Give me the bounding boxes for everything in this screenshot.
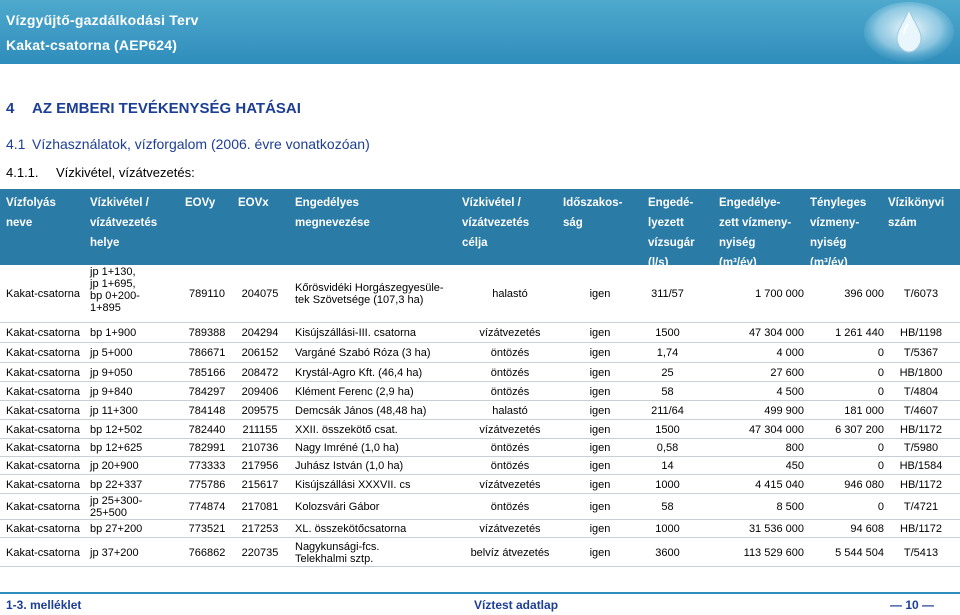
cell-permitted: 113 529 600 — [743, 546, 804, 559]
cell-name: Kakat-csatorna — [6, 347, 80, 359]
table-row — [0, 494, 960, 520]
cell-permitted: 1 700 000 — [755, 288, 804, 300]
cell-flow: 58 — [661, 501, 674, 513]
cell-period: igen — [589, 460, 611, 472]
table-row — [0, 401, 960, 420]
cell-flow: 211/64 — [651, 404, 684, 417]
cell-holder: Kisújszállási XXXVII. cs — [295, 478, 411, 491]
cell-permitted: 47 304 000 — [748, 423, 804, 436]
col-header-place: Vízkivétel / vízátvezetés helye — [90, 197, 158, 249]
cell-flow: 1000 — [655, 478, 680, 491]
cell-actual: 0 — [877, 501, 884, 513]
cell-permitted: 800 — [785, 442, 804, 454]
footer-divider — [0, 592, 960, 594]
cell-flow: 1500 — [655, 327, 680, 339]
table-header — [0, 189, 960, 269]
cell-purpose: öntözés — [490, 442, 530, 454]
cell-eovy: 784148 — [188, 404, 226, 417]
cell-holder: Juhász István (1,0 ha) — [295, 460, 404, 472]
cell-book: HB/1172 — [900, 478, 942, 491]
footer-left: 1-3. melléklet — [6, 598, 82, 612]
cell-eovx: 220735 — [241, 546, 279, 559]
cell-eovy: 774874 — [188, 501, 226, 513]
cell-eovy: 773521 — [188, 523, 226, 535]
cell-place: bp 1+900 — [90, 327, 137, 339]
cell-permitted: 450 — [785, 460, 804, 472]
cell-flow: 1,74 — [656, 347, 679, 359]
cell-eovx: 217081 — [241, 501, 279, 513]
cell-book: T/5980 — [903, 442, 939, 454]
cell-period: igen — [589, 288, 611, 300]
cell-period: igen — [589, 404, 611, 417]
cell-eovy: 784297 — [188, 385, 226, 398]
water-drop-logo-icon — [864, 2, 954, 62]
cell-name: Kakat-csatorna — [6, 327, 80, 339]
cell-eovx: 208472 — [241, 366, 279, 379]
cell-name: Kakat-csatorna — [6, 423, 80, 436]
cell-place: jp 37+200 — [90, 546, 139, 559]
cell-holder: XL. összekötőcsatorna — [295, 523, 407, 535]
cell-eovx: 211155 — [242, 423, 278, 436]
cell-permitted: 4 000 — [776, 347, 804, 359]
cell-book: HB/1198 — [900, 327, 942, 339]
cell-name: Kakat-csatorna — [6, 478, 80, 491]
table-row — [0, 457, 960, 475]
footer-right: — 10 — — [890, 598, 935, 612]
cell-eovx: 217956 — [241, 460, 279, 472]
col-header-eovy: EOVy — [185, 197, 216, 209]
cell-eovy: 766862 — [188, 546, 226, 559]
cell-period: igen — [589, 478, 611, 491]
cell-actual: 0 — [877, 366, 884, 379]
cell-book: HB/1172 — [900, 523, 942, 535]
cell-name: Kakat-csatorna — [6, 460, 80, 472]
cell-actual: 946 080 — [844, 478, 884, 491]
cell-flow: 0,58 — [656, 442, 679, 454]
cell-actual: 0 — [877, 442, 884, 454]
cell-actual: 0 — [877, 347, 884, 359]
cell-purpose: vízátvezetés — [479, 478, 541, 491]
col-header-eovx: EOVx — [238, 197, 269, 209]
cell-eovy: 786671 — [188, 347, 226, 359]
col-header-actual: Tényleges vízmeny- nyiség (m³/év) — [810, 197, 867, 269]
cell-place: jp 11+300 — [90, 404, 138, 417]
header-band — [0, 0, 960, 64]
cell-actual: 5 544 504 — [835, 546, 884, 559]
table-row — [0, 323, 960, 343]
cell-holder: Vargáné Szabó Róza (3 ha) — [295, 347, 431, 359]
cell-permitted: 31 536 000 — [748, 523, 804, 535]
table-row — [0, 475, 960, 494]
cell-permitted: 499 900 — [764, 404, 804, 417]
cell-book: T/4721 — [903, 501, 939, 513]
cell-book: T/5367 — [903, 347, 939, 359]
cell-permitted: 47 304 000 — [748, 327, 804, 339]
cell-eovy: 782991 — [188, 442, 226, 454]
cell-eovy: 782440 — [188, 423, 226, 436]
cell-holder: Kolozsvári Gábor — [295, 501, 380, 513]
cell-actual: 94 608 — [850, 523, 884, 535]
cell-holder: Krystál-Agro Kft. (46,4 ha) — [295, 366, 423, 379]
cell-place: jp 9+050 — [90, 366, 133, 379]
cell-purpose: vízátvezetés — [479, 327, 541, 339]
table-row — [0, 363, 960, 382]
cell-holder: XXII. összekötő csat. — [295, 423, 398, 436]
cell-actual: 6 307 200 — [835, 423, 884, 436]
cell-name: Kakat-csatorna — [6, 404, 80, 417]
section-heading-2: 4.1 Vízhasználatok, vízforgalom (2006. évre vonatkozóan) — [6, 136, 370, 152]
cell-eovx: 204294 — [241, 327, 279, 339]
cell-flow: 58 — [661, 385, 674, 398]
table-row — [0, 439, 960, 457]
col-header-flow: Engedé- lyezett vízsugár (l/s) — [648, 197, 695, 269]
document-subtitle: Kakat-csatorna (AEP624) — [6, 37, 178, 53]
cell-name: Kakat-csatorna — [6, 366, 80, 379]
cell-place: bp 12+502 — [90, 423, 143, 436]
col-header-holder: Engedélyes megnevezése — [295, 197, 370, 229]
cell-book: T/4607 — [903, 404, 939, 417]
cell-permitted: 4 500 — [776, 385, 804, 398]
cell-eovy: 785166 — [188, 366, 226, 379]
cell-eovx: 209575 — [241, 404, 279, 417]
cell-holder: Kőrösvidéki Horgászegyesüle- tek Szövetsége (107,3 ha) — [295, 282, 444, 306]
table-row — [0, 343, 960, 363]
cell-period: igen — [589, 366, 611, 379]
cell-holder: Klément Ferenc (2,9 ha) — [295, 385, 414, 398]
table-row — [0, 420, 960, 439]
table-row — [0, 538, 960, 567]
cell-permitted: 27 600 — [770, 366, 804, 379]
cell-purpose: halastó — [492, 288, 528, 300]
col-header-name: Vízfolyás neve — [6, 197, 56, 229]
cell-eovx: 209406 — [241, 385, 279, 398]
col-header-book: Vízikönyvi szám — [888, 197, 945, 229]
cell-actual: 181 000 — [844, 404, 884, 417]
cell-place: bp 27+200 — [90, 523, 143, 535]
cell-eovy: 789388 — [188, 327, 226, 339]
col-header-permitted: Engedélye- zett vízmeny- nyiség (m³/év) — [719, 197, 792, 269]
cell-holder: Nagykunsági-fcs. Telekhalmi sztp. — [295, 540, 380, 565]
cell-place: jp 5+000 — [90, 347, 133, 359]
table-row — [0, 520, 960, 538]
cell-purpose: vízátvezetés — [479, 523, 541, 535]
cell-purpose: öntözés — [490, 347, 530, 359]
cell-eovx: 210736 — [241, 442, 279, 454]
cell-purpose: vízátvezetés — [479, 423, 541, 436]
cell-period: igen — [589, 523, 611, 535]
cell-actual: 0 — [877, 385, 884, 398]
col-header-purpose: Vízkivétel / vízátvezetés célja — [462, 197, 530, 249]
table-body — [0, 265, 960, 590]
cell-actual: 1 261 440 — [835, 327, 884, 339]
cell-period: igen — [589, 442, 611, 454]
cell-flow: 25 — [661, 366, 674, 379]
cell-permitted: 8 500 — [776, 501, 804, 513]
cell-name: Kakat-csatorna — [6, 501, 80, 513]
cell-period: igen — [589, 423, 611, 436]
cell-eovy: 775786 — [188, 478, 226, 491]
cell-place: jp 9+840 — [90, 385, 133, 398]
cell-book: HB/1172 — [900, 423, 942, 436]
cell-holder: Demcsák János (48,48 ha) — [295, 404, 427, 417]
cell-holder: Nagy Imréné (1,0 ha) — [295, 442, 399, 454]
cell-place: jp 25+300- 25+500 — [90, 495, 143, 519]
cell-flow: 311/57 — [651, 288, 684, 300]
cell-period: igen — [589, 385, 611, 398]
cell-purpose: halastó — [492, 404, 528, 417]
cell-flow: 14 — [661, 460, 674, 472]
cell-flow: 1500 — [655, 423, 680, 436]
cell-book: T/4804 — [903, 385, 939, 398]
cell-eovx: 217253 — [241, 523, 279, 535]
cell-eovy: 773333 — [188, 460, 226, 472]
cell-purpose: belvíz átvezetés — [470, 546, 550, 559]
cell-eovy: 789110 — [189, 288, 225, 300]
cell-book: HB/1800 — [899, 366, 943, 379]
cell-place: bp 12+625 — [90, 442, 143, 454]
cell-eovx: 204075 — [241, 288, 279, 300]
cell-flow: 3600 — [655, 546, 680, 559]
cell-name: Kakat-csatorna — [6, 288, 80, 300]
cell-book: T/5413 — [903, 546, 939, 559]
cell-period: igen — [589, 327, 611, 339]
cell-name: Kakat-csatorna — [6, 442, 80, 454]
cell-place: jp 20+900 — [90, 460, 139, 472]
cell-purpose: öntözés — [490, 366, 530, 379]
section-heading-3: 4.1.1. Vízkivétel, vízátvezetés: — [6, 165, 195, 180]
cell-actual: 0 — [877, 460, 884, 472]
cell-flow: 1000 — [655, 523, 680, 535]
cell-purpose: öntözés — [490, 460, 530, 472]
table-row — [0, 382, 960, 401]
footer-center: Víztest adatlap — [474, 598, 559, 612]
cell-place: jp 1+130, jp 1+695, bp 0+200- 1+895 — [90, 266, 140, 314]
cell-name: Kakat-csatorna — [6, 546, 80, 559]
cell-purpose: öntözés — [490, 501, 530, 513]
cell-name: Kakat-csatorna — [6, 523, 80, 535]
cell-name: Kakat-csatorna — [6, 385, 80, 398]
cell-eovx: 206152 — [241, 347, 279, 359]
cell-holder: Kisújszállási-III. csatorna — [295, 327, 417, 339]
cell-period: igen — [589, 501, 611, 513]
section-heading-1: 4 AZ EMBERI TEVÉKENYSÉG HATÁSAI — [6, 100, 301, 117]
cell-period: igen — [589, 546, 611, 559]
document-title: Vízgyűjtő-gazdálkodási Terv — [6, 12, 199, 28]
cell-book: HB/1584 — [899, 460, 943, 472]
table-row — [0, 265, 960, 323]
cell-period: igen — [589, 347, 611, 359]
cell-place: bp 22+337 — [90, 478, 143, 491]
cell-permitted: 4 415 040 — [755, 478, 804, 491]
col-header-period: Időszakos- ság — [563, 197, 623, 229]
cell-actual: 396 000 — [844, 288, 884, 300]
cell-eovx: 215617 — [241, 478, 279, 491]
cell-book: T/6073 — [903, 288, 939, 300]
cell-purpose: öntözés — [490, 385, 530, 398]
